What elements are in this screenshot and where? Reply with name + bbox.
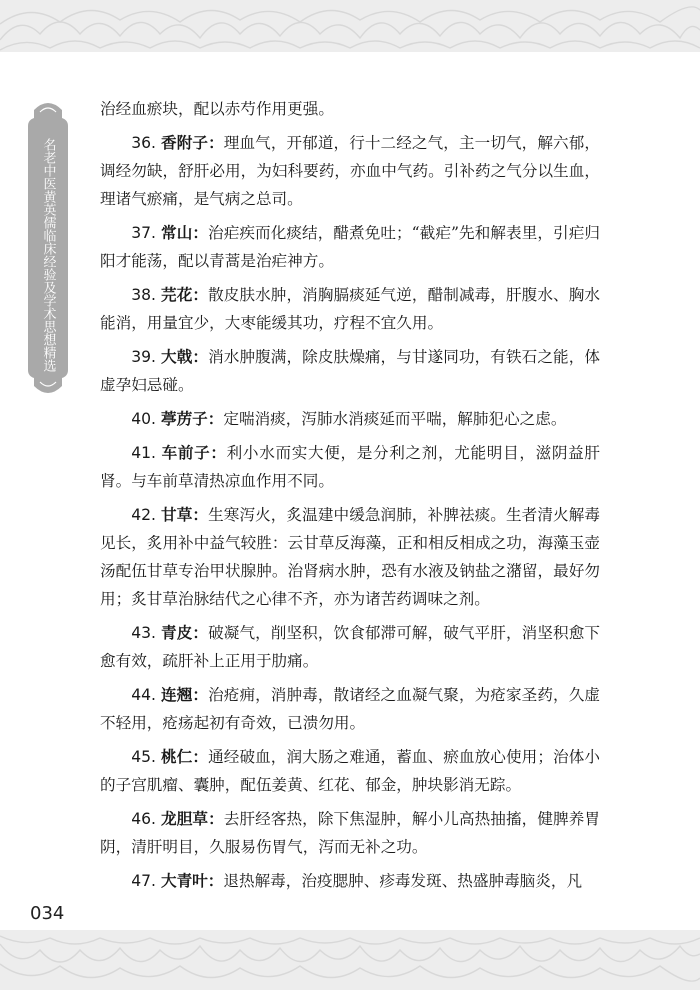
entry-description: 通经破血，润大肠之难通，蓄血、瘀血放心使用；治体小的子宫肌瘤、囊肿，配伍姜黄、红花、郁金，肿块影消无踪。	[100, 748, 600, 794]
entry-description: 消水肿腹满，除皮肤燥痛，与甘遂同功，有铁石之能，体虚孕妇忌碰。	[100, 348, 600, 394]
herb-name-colon: ：	[192, 506, 209, 524]
document-body	[100, 95, 600, 901]
herb-name-colon: ：	[192, 286, 209, 304]
herb-entry	[100, 439, 600, 495]
entry-description: 散皮肤水肿，消胸膈痰延气逆，醋制减毒，肝腹水、胸水能消，用量宜少，大枣能缓其功，疗程不宜久用。	[100, 286, 600, 332]
herb-name: 甘草	[161, 506, 193, 524]
herb-name-colon: ：	[192, 748, 209, 766]
top-decorative-band	[0, 0, 700, 52]
entry-number: 42.	[131, 506, 156, 524]
bottom-decorative-band	[0, 930, 700, 990]
herb-name-colon: ：	[208, 134, 224, 152]
herb-name-colon: ：	[192, 348, 209, 366]
herb-name: 大青叶	[160, 872, 208, 890]
entry-number: 44.	[131, 686, 156, 704]
side-tab-title: 名老中医黄英儒临床经验及学术思想精选	[40, 138, 56, 372]
entry-number: 47.	[131, 872, 156, 890]
herb-name-colon: ：	[192, 224, 209, 242]
herb-name: 香附子	[161, 134, 209, 152]
continuation-paragraph: 治经血瘀块，配以赤芍作用更强。	[100, 100, 334, 118]
herb-name: 葶苈子	[160, 410, 208, 428]
herb-entry	[100, 281, 600, 337]
wave-pattern-bottom	[0, 930, 700, 990]
entry-number: 37.	[131, 224, 156, 242]
herb-name-colon: ：	[207, 410, 224, 428]
herb-name-colon: ：	[207, 872, 224, 890]
herb-entry	[100, 343, 600, 399]
entry-description: 治疮痈，消肿毒，散诸经之血凝气聚，为疮家圣药，久虚不轻用，疮疡起初有奇效，已溃勿用。	[100, 686, 600, 732]
entry-description: 治疟疾而化痰结，醋煮免吐；“截疟”先和解表里，引疟归阳才能荡，配以青蒿是治疟神方。	[100, 224, 600, 270]
herb-entry	[100, 681, 600, 737]
entry-description: 生寒泻火，炙温建中缓急润肺，补脾祛痰。生者清火解毒见长，炙用补中益气较胜：云甘草反海藻，正和相反相成之功，海藻玉壶汤配伍甘草专治甲状腺肿。治肾病水肿，恐有水液及钠盐之潴留，最好勿用；炙甘草治脉结代之心律不齐，亦为诸苦药调味之剂。	[100, 506, 600, 608]
herb-entry-list	[100, 129, 600, 895]
herb-name: 常山	[161, 224, 193, 242]
herb-entry	[100, 405, 600, 433]
entry-description: 破凝气，削坚积，饮食郁滞可解，破气平肝，消坚积愈下愈有效，疏肝补上正用于肋痛。	[100, 624, 600, 670]
herb-name-colon: ：	[192, 624, 209, 642]
herb-name-colon: ：	[210, 444, 227, 462]
herb-entry	[100, 129, 600, 213]
entry-description: 定喘消痰，泻肺水消痰延而平喘，解肺犯心之虑。	[223, 410, 567, 428]
herb-entry	[100, 805, 600, 861]
herb-entry	[100, 743, 600, 799]
herb-name: 青皮	[161, 624, 193, 642]
page-number: 034	[30, 903, 65, 924]
herb-entry	[100, 867, 600, 895]
herb-name-colon: ：	[208, 810, 224, 828]
herb-entry	[100, 219, 600, 275]
entry-number: 45.	[131, 748, 156, 766]
side-chapter-tab	[28, 96, 68, 398]
herb-name: 车前子	[161, 444, 211, 462]
entry-description: 去肝经客热，除下焦湿肿，解小儿高热抽搐，健脾养胃阴，清肝明目，久服易伤胃气，泻而无补之功。	[100, 810, 600, 856]
entry-number: 36.	[131, 134, 156, 152]
entry-description: 退热解毒，治疫腮肿、疹毒发斑、热盛肿毒脑炎，凡	[223, 872, 583, 890]
herb-entry	[100, 501, 600, 613]
entry-description: 理血气，开郁道，行十二经之气，主一切气，解六郁，调经勿缺，舒肝必用，为妇科要药，亦血中气药。引补药之气分以生血，理诸气瘀痛，是气病之总司。	[100, 134, 600, 208]
entry-description: 利小水而实大便，是分利之剂，尤能明目，滋阴益肝肾。与车前草清热凉血作用不同。	[100, 444, 600, 490]
entry-number: 40.	[131, 410, 156, 428]
entry-number: 43.	[131, 624, 156, 642]
herb-name: 大戟	[161, 348, 193, 366]
entry-number: 46.	[131, 810, 156, 828]
entry-number: 41.	[131, 444, 156, 462]
herb-name: 连翘	[161, 686, 193, 704]
herb-name-colon: ：	[192, 686, 209, 704]
herb-name: 龙胆草	[161, 810, 209, 828]
herb-name: 桃仁	[161, 748, 193, 766]
wave-pattern-top	[0, 0, 700, 52]
herb-name: 芫花	[161, 286, 193, 304]
herb-entry	[100, 619, 600, 675]
entry-number: 38.	[131, 286, 156, 304]
entry-number: 39.	[131, 348, 156, 366]
